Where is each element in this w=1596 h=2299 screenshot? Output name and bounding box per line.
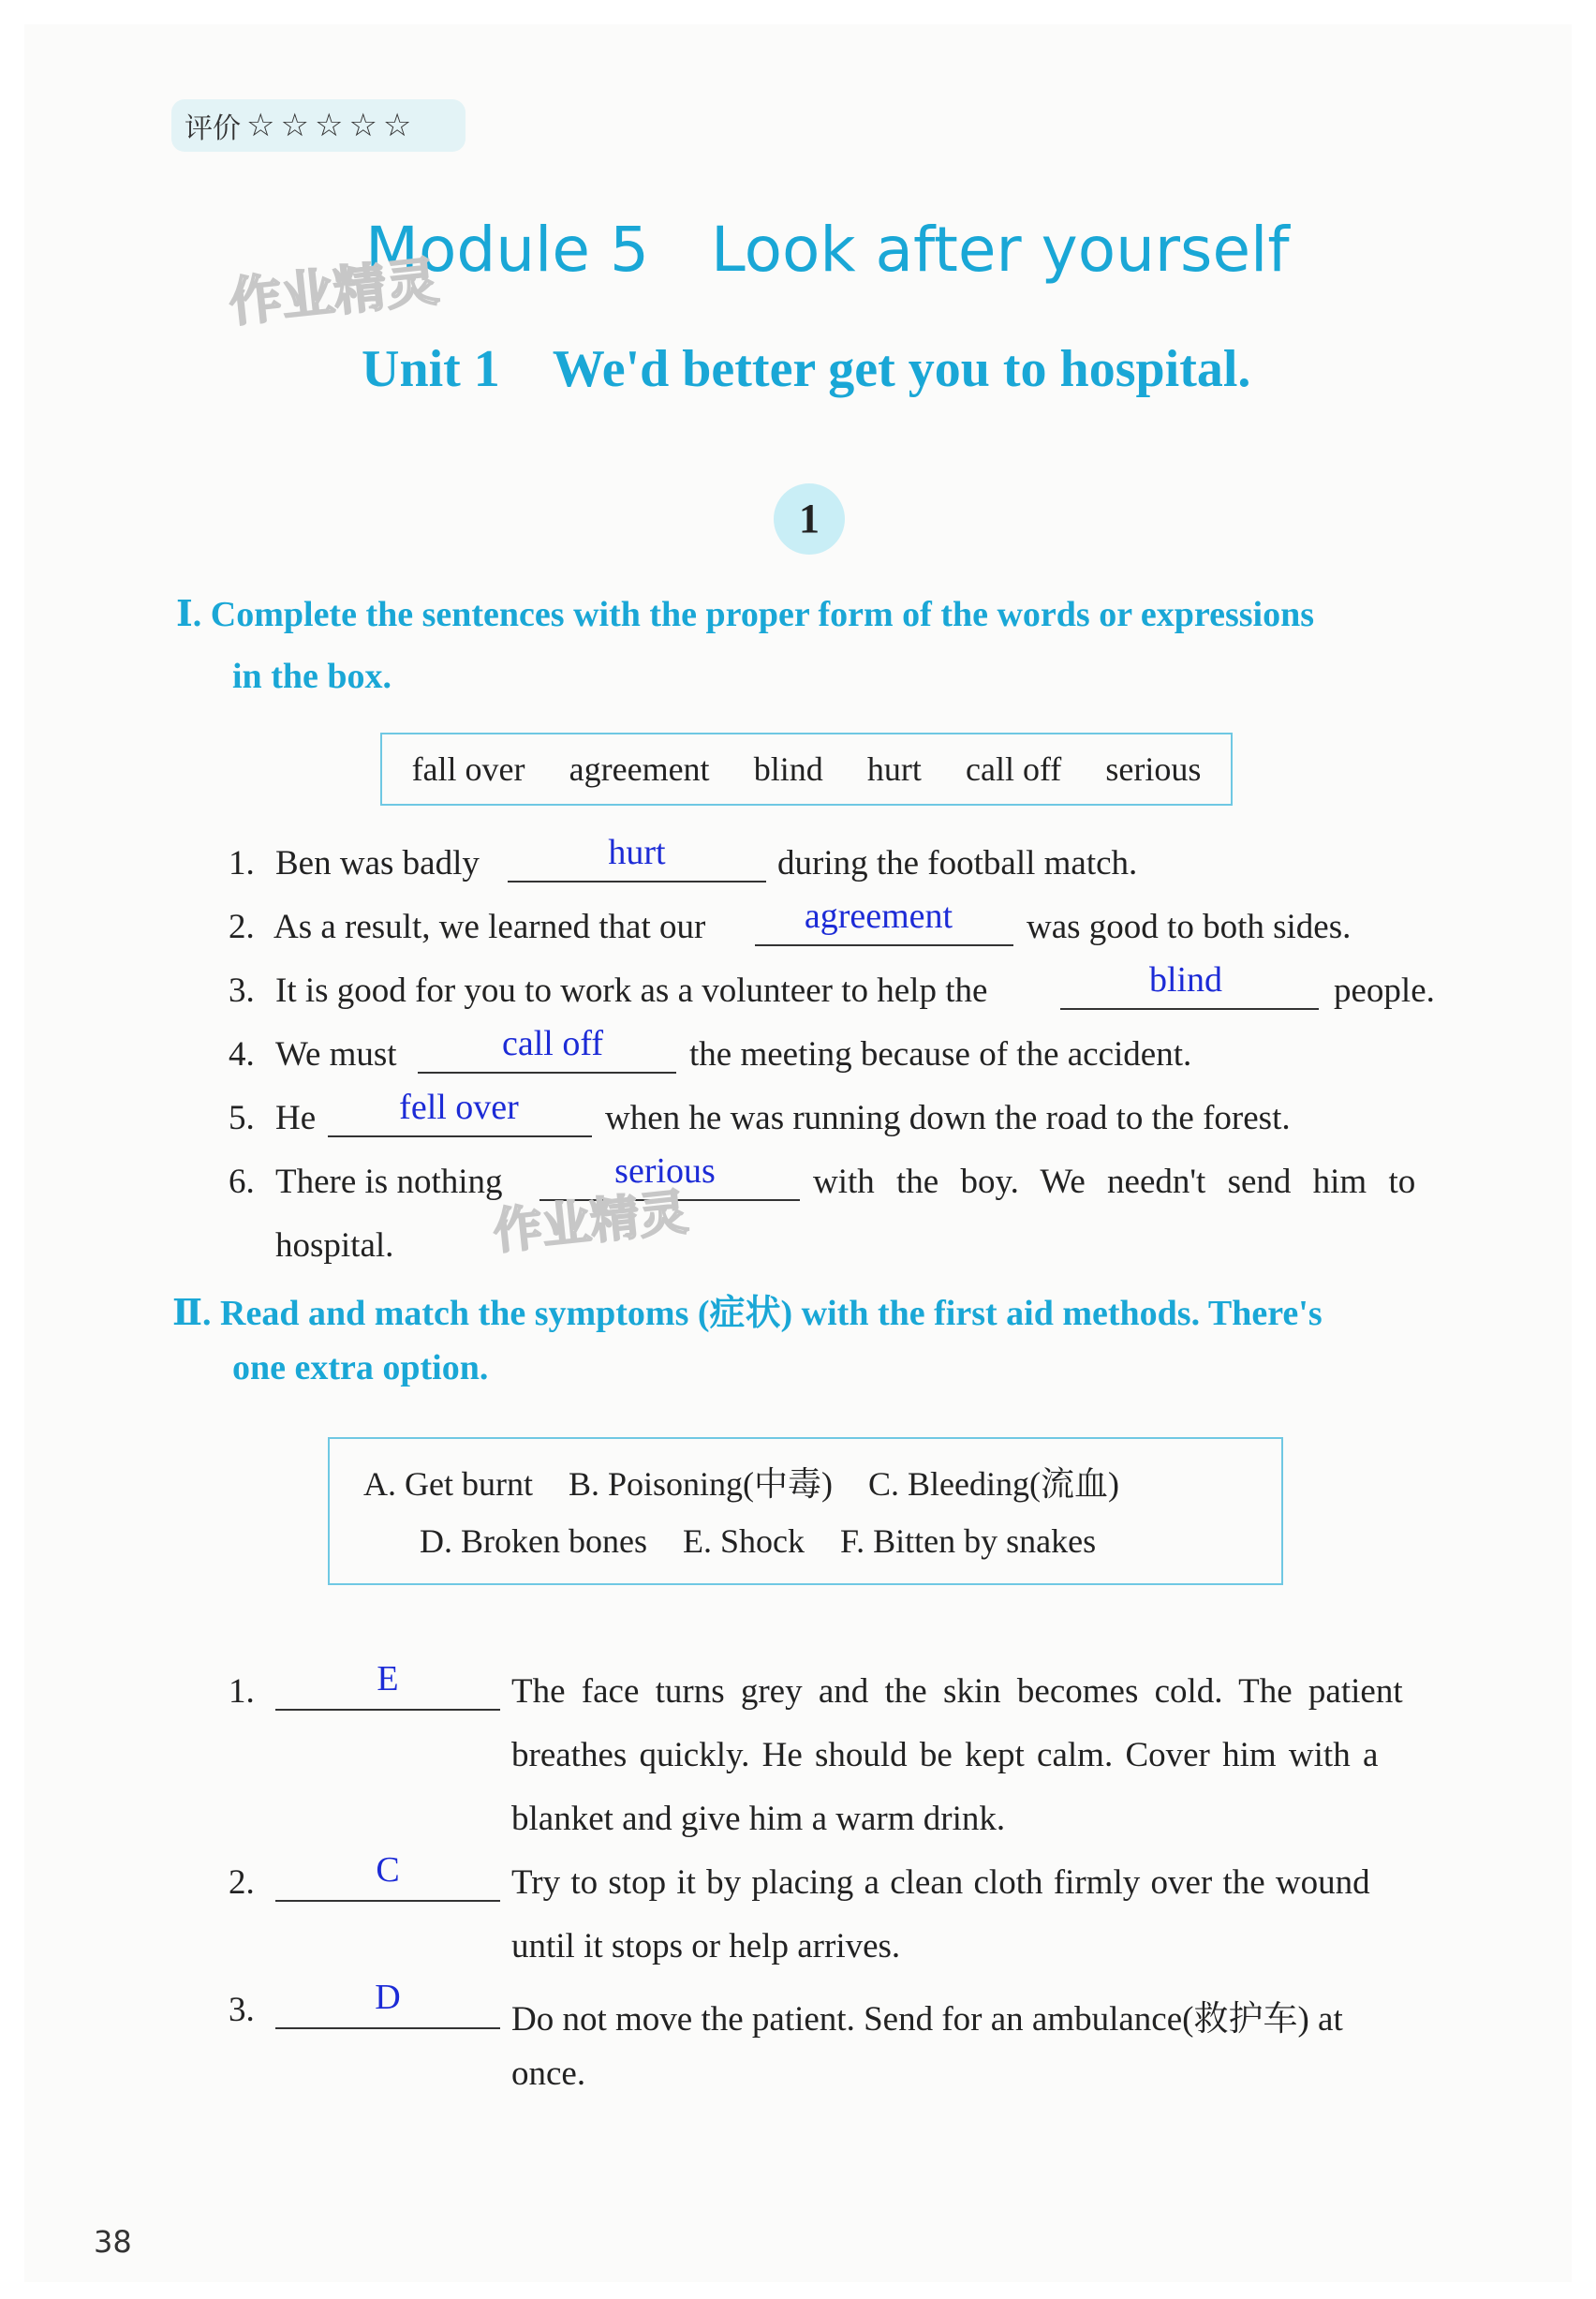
answer-blank[interactable] [508,881,766,883]
option-item: A. Get burnt [363,1465,533,1503]
option-item: B. Poisoning(中毒) [568,1465,833,1503]
answer-blank[interactable] [275,1709,500,1711]
description-line: once. [511,2054,586,2093]
options-box [328,1437,1283,1585]
answer-blank[interactable] [755,944,1013,946]
question-number: 4. [229,1035,255,1074]
answer-blank[interactable] [275,2027,500,2029]
module-name: Look after yourself [710,214,1290,286]
question-number: 2. [229,1863,255,1902]
answer-blank[interactable] [418,1072,676,1074]
filled-answer: hurt [608,833,666,872]
description-line: blanket and give him a warm drink. [511,1800,1006,1838]
filled-answer: call off [502,1024,603,1063]
unit-title [362,339,1298,399]
option-item: F. Bitten by snakes [839,1522,1097,1560]
answer-blank[interactable] [1060,1008,1319,1010]
sentence-end: people. [1334,972,1435,1010]
description-line: Do not move the patient. Send for an ambulance(救护车) at [511,2000,1343,2039]
watermark-logo: 作业精灵 [226,251,442,334]
rating-label: 评价 [185,112,241,145]
section2-heading-cont: one extra option. [232,1348,489,1387]
filled-answer: C [376,1850,400,1890]
unit-number: Unit 1 [362,340,500,398]
section1-heading-cont: in the box. [232,657,392,696]
word-box-item: call off [965,750,1062,788]
sentence-end: with the boy. We needn't send him to [813,1163,1416,1201]
question-number: 1. [229,1672,255,1711]
sentence-start: Ben was badly [275,844,480,883]
word-box-item: blind [753,750,823,788]
question-number: 1. [229,844,255,883]
sentence-start: There is nothing [275,1163,503,1201]
word-box-item: serious [1105,750,1202,788]
filled-answer: blind [1148,960,1223,1000]
description-line: until it stops or help arrives. [511,1927,901,1965]
sentence-start: He [275,1099,317,1137]
sentence-end: during the football match. [777,844,1138,883]
sentence-continuation: hospital. [275,1226,394,1265]
word-box [380,733,1233,806]
section1-heading: Ⅰ. Complete the sentences with the proper form of the words or expressions [176,595,1314,634]
description-line: breathes quickly. He should be kept calm. Cover him with a [511,1736,1379,1774]
question-number: 6. [229,1163,255,1201]
unit-name: We'd better get you to hospital. [552,340,1251,398]
sentence-end: the meeting because of the accident. [689,1035,1192,1074]
option-item: D. Broken bones [420,1522,647,1560]
sentence-end: was good to both sides. [1027,908,1352,946]
lesson-number-badge: 1 [774,483,845,555]
option-item: C. Bleeding(流血) [868,1465,1119,1503]
sentence-start: We must [275,1035,397,1074]
page-number: 38 [94,2224,132,2260]
rating-badge [171,99,466,152]
word-box-item: fall over [411,750,525,788]
filled-answer: serious [614,1151,716,1191]
filled-answer: fell over [399,1088,519,1127]
module-number: Module 5 [365,214,649,286]
sentence-start: It is good for you to work as a volunteer to help the [275,972,988,1010]
section2-heading: Ⅱ. Read and match the symptoms (症状) with the first aid methods. There's [172,1294,1323,1333]
answer-blank[interactable] [328,1135,592,1137]
description-line: The face turns grey and the skin becomes cold. The patient [511,1672,1403,1711]
question-number: 5. [229,1099,255,1137]
answer-blank[interactable] [275,1900,500,1902]
question-number: 3. [229,972,255,1010]
question-number: 2. [229,908,255,946]
filled-answer: E [377,1659,399,1698]
question-number: 3. [229,1991,255,2029]
filled-answer: D [375,1978,401,2017]
module-title [365,214,1302,286]
filled-answer: agreement [804,897,953,936]
description-line: Try to stop it by placing a clean cloth firmly over the wound [511,1863,1370,1902]
sentence-end: when he was running down the road to the forest. [605,1099,1291,1137]
sentence-start: As a result, we learned that our [273,908,706,946]
word-box-item: hurt [866,750,922,788]
option-item: E. Shock [682,1522,805,1560]
watermark-logo: 作业精灵 [491,1184,691,1261]
rating-stars[interactable]: ☆☆☆☆☆ [246,107,418,144]
word-box-item: agreement [569,750,710,788]
